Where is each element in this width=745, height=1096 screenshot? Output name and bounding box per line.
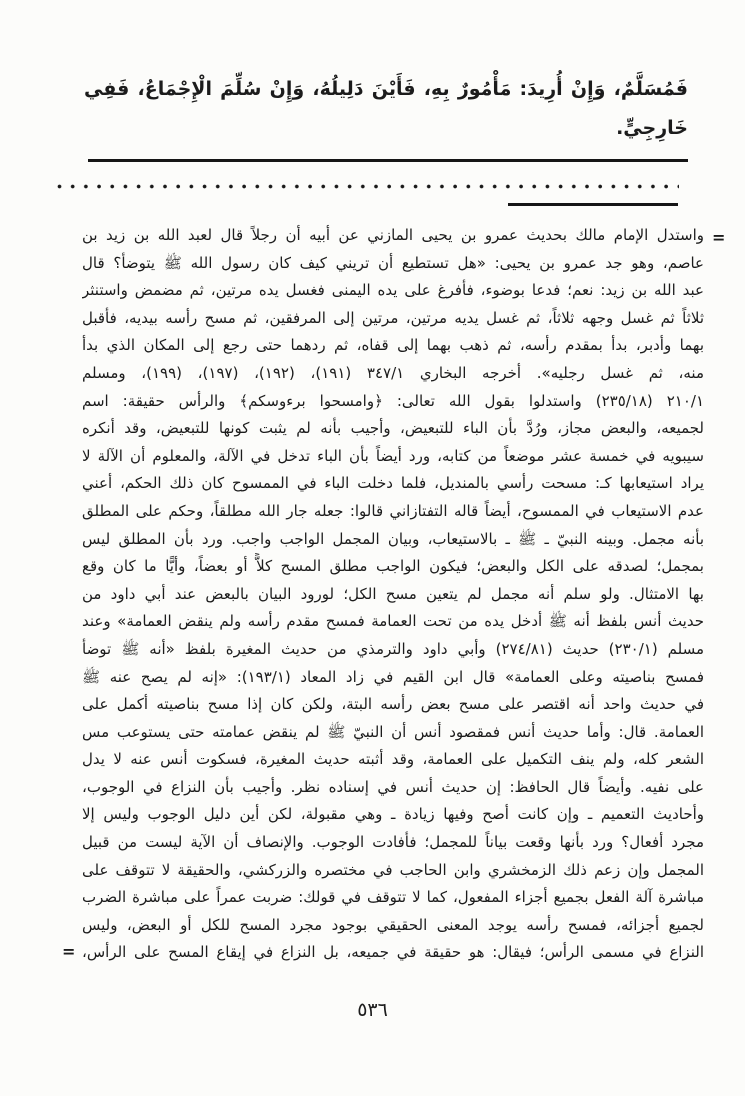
- matn-line: خَارِجِيٍّ.: [616, 117, 688, 139]
- continuation-marker-bottom: =: [62, 942, 76, 961]
- commentary-line: عاصم، وهو جد عمرو بن يحيى: «هل تستطيع أن تريني كيف كان رسول الله ﷺ يتوضأ؟ قال: [82, 253, 704, 272]
- commentary-line: لجميعه، والبعض مجاز، ورُدَّ بأن الباء للتبعيض، وأجيب بأنه لم يثبت كونها للتبعيض، وقد أنكره: [82, 419, 704, 438]
- commentary-line: فمسح بناصيته وعلى العمامة» قال ابن القيم في زاد المعاد (١٩٣/١): «إنه لم يصح عنه ﷺ: [82, 667, 704, 686]
- commentary-line: وأحاديث التعميم ـ وإن كانت أصح وفيها زيادة ـ وهي مقبولة، لكن أين دليل الوجوب وليس إلا: [82, 805, 704, 824]
- commentary-line: مسلم (٢٣٠/١) حديث (٢٧٤/٨١) وأبي داود والترمذي من حديث المغيرة بلفظ «أنه ﷺ توضأ: [82, 639, 704, 658]
- commentary-line: على نفيه. وأيضاً قال الحافظ: إن حديث أنس في إسناده نظر. وأجيب بأن النزاع في الوجوب،: [82, 777, 704, 796]
- commentary-line: بمجمل؛ لصدقه على الكل والبعض؛ فيكون الواجب مطلق المسح كلاًّ أو بعضاً، وأيًّا ما كان وقع: [82, 557, 704, 576]
- commentary-line: عدم الاستيعاب في الممسوح، أيضاً قاله التفتازاني قالوا: جعله جار الله مطلقاً، وحكم على المطلق: [82, 501, 704, 520]
- commentary-line: واستدل الإمام مالك بحديث عمرو بن يحيى المازني عن أبيه أن رجلاً قال لعبد الله بن زيد بن: [82, 226, 704, 244]
- commentary-line: لجميع أجزائه، فمسح رأسه يوجد المعنى الحقيقي بوجود مجرد المسح للكل أو البعض، وليس: [82, 915, 704, 934]
- commentary-line: العمامة. قال: وأما حديث أنس فمقصود أنس أن النبيّ ﷺ لم ينقض عمامته حتى يستوعب مس: [82, 722, 704, 741]
- omission-dots-line: [55, 182, 679, 191]
- matn-line: فَمُسَلَّمٌ، وَإِنْ أُرِيدَ: مَأْمُورٌ بِهِ، فَأَيْنَ دَلِيلُهُ، وَإِنْ سُلِّمَ الْإِجْمَاعُ، فَفِي: [84, 78, 688, 100]
- matn-paragraph: [84, 70, 688, 148]
- commentary-line: مجرد أفعال؟ ورد بأنها وقعت بياناً للمجمل؛ فأفادت الوجوب. والإنصاف أن الآية ليست من قبيل: [82, 833, 704, 852]
- commentary-line: المجمل وإن زعم ذلك الزمخشري وابن الحاجب في مختصره والزركشي، والحقيقة لا تتوقف على: [82, 860, 704, 879]
- commentary-line: ثلاثاً ثم غسل وجهه ثلاثاً، ثم غسل يديه مرتين، مرتين إلى المرفقين، ثم مسح رأسه بيديه، فأقبل: [82, 308, 704, 327]
- footnote-continuation-rule: [508, 203, 678, 206]
- commentary-line: يراد استيعابها كـ: مسحت رأسي بالمنديل، فلما دخلت الباء في الممسوح كان ذلك الحكم، أعني: [82, 474, 704, 493]
- commentary-line: منه، ثم غسل رجليه». أخرجه البخاري ٣٤٧/١ (١٩١)، (١٩٢)، (١٩٧)، (١٩٩)، ومسلم: [82, 363, 704, 382]
- commentary-line: في حديث واحد أنه اقتصر على مسح بعض رأسه البتة، ولكن كان إذا مسح بناصيته أكمل على: [82, 695, 704, 714]
- commentary-line: سيبويه في خمسة عشر موضعاً من كتابه، ورد أيضاً بأن الباء تدخل في الآلة، والمعلوم أن الآلة لا: [82, 446, 704, 465]
- commentary-line: بها الامتثال. ولو سلم أنه مجمل لم يتعين مسح الكل؛ لورود البيان بالبعض عند أبي داود من: [82, 584, 704, 603]
- commentary-line: حديث أنس بلفظ أنه ﷺ أدخل يده من تحت العمامة فمسح مقدم رأسه ولم ينقض العمامة» وعند: [82, 612, 704, 631]
- commentary-line: النزاع في مسمى الرأس؛ فيقال: هو حقيقة في جميعه، بل النزاع في إيقاع المسح على الرأس،: [82, 943, 704, 962]
- commentary-line: ٢١٠/١ (٢٣٥/١٨) واستدلوا بقول الله تعالى: ﴿وامسحوا برءوسكم﴾ والرأس حقيقة: اسم: [82, 391, 704, 410]
- commentary-line: عبد الله بن زيد: نعم؛ فدعا بوضوء، فأفرغ على يده اليمنى فغسل يده مرتين، ثم مضمض واستنثر: [82, 281, 704, 300]
- page-number: ٥٣٦: [357, 999, 388, 1021]
- commentary-line: الشعر كله، ولم ينف التكميل على العمامة، وقد أثبته حديث المغيرة، فسكوت أنس عنه لا يدل: [82, 750, 704, 769]
- commentary-line: بهما وأدبر، بدأ بمقدم رأسه، ثم ذهب بهما إلى قفاه، ثم ردهما حتى رجع إلى المكان الذي بدأ: [82, 336, 704, 355]
- continuation-marker-top: =: [712, 228, 726, 247]
- section-divider-rule: [88, 159, 688, 162]
- commentary-line: مباشرة آلة الفعل بجميع أجزاء المفعول، كما لا تتوقف في قولك: ضربت عمراً على مباشرة الضرب: [82, 888, 704, 907]
- commentary-paragraph: [82, 222, 704, 967]
- commentary-line: بأنه مجمل. وبينه النبيّ ـ ﷺ ـ بالاستيعاب، وبيان المجمل الواجب واجب. ورد بأن المطلق ليس: [82, 529, 704, 548]
